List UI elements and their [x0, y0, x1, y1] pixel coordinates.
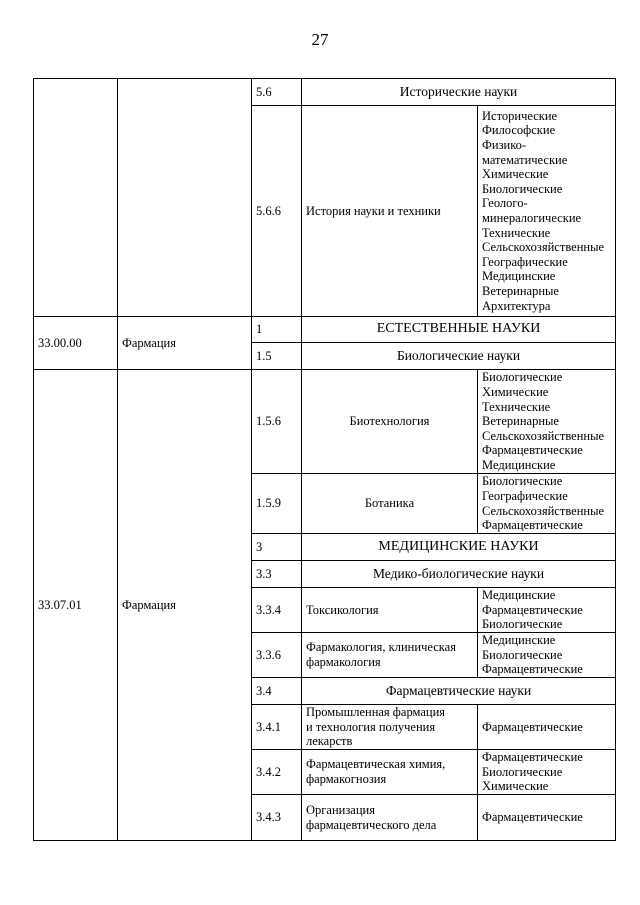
branch-item: Медицинские [482, 269, 556, 284]
branch-item: Ветеринарные [482, 283, 559, 298]
code-cell: 33.00.00 [34, 317, 118, 370]
science-branches-cell [478, 795, 616, 841]
branch-item: Биологические [482, 764, 563, 779]
code-cell [34, 79, 118, 317]
branch-item: Технические [482, 225, 551, 240]
scientific-code-cell: 3.4.3 [252, 795, 302, 841]
branch-item: минералогические [482, 211, 582, 225]
branch-item: Исторические [482, 108, 558, 123]
science-branches-cell [478, 474, 616, 534]
branch-item: Географические [482, 254, 568, 269]
specialty-name-line: фармакология [306, 655, 381, 669]
branch-item: Биологические [482, 370, 563, 385]
science-group-title: Биологические науки [302, 343, 616, 370]
code-cell: 33.07.01 [34, 370, 118, 841]
science-branches-cell [478, 750, 616, 795]
scientific-code-cell: 1 [252, 317, 302, 343]
branch-item: Сельскохозяйственные [482, 503, 605, 518]
specialties-table [33, 78, 616, 841]
scientific-specialty-name [302, 633, 478, 678]
branch-item: Фармацевтические [482, 719, 583, 734]
branch-item: Сельскохозяйственные [482, 240, 605, 255]
branch-item: Медицинские [482, 457, 556, 472]
branch-item: Медицинские [482, 588, 556, 603]
science-group-title: Исторические науки [302, 79, 616, 106]
science-branches-cell [478, 370, 616, 474]
scientific-code-cell: 5.6 [252, 79, 302, 106]
branch-item: Биологические [482, 647, 563, 662]
specialty-name-line: фармацевтического дела [306, 817, 437, 832]
scientific-specialty-name: Токсикология [302, 588, 478, 633]
specialty-name-line: Промышленная фармация [306, 705, 446, 720]
branch-item: Фармацевтические [482, 662, 583, 677]
table-row [34, 317, 616, 343]
scientific-code-cell: 3.4 [252, 678, 302, 705]
branch-item: Геолого- [482, 196, 528, 211]
branch-item: Химические [482, 779, 549, 794]
table-row [34, 79, 616, 106]
scientific-code-cell: 3.3.4 [252, 588, 302, 633]
scientific-code-cell: 1.5.6 [252, 370, 302, 474]
branch-item: Архитектура [482, 298, 551, 313]
science-branches-cell [478, 106, 616, 317]
specialty-name-line: Организация [306, 802, 375, 817]
specialty-name-line: Фармакология, клиническая [306, 640, 456, 655]
branch-item: Фармацевтические [482, 518, 583, 533]
branch-item: Биологические [482, 474, 563, 489]
branch-item: Фармацевтические [482, 602, 583, 617]
science-group-title: Фармацевтические науки [302, 678, 616, 705]
name-cell [118, 79, 252, 317]
branch-item: Технические [482, 399, 551, 414]
scientific-code-cell: 1.5 [252, 343, 302, 370]
table-row [34, 370, 616, 474]
science-branches-cell [478, 705, 616, 750]
branch-item: Биологические [482, 181, 563, 196]
scientific-code-cell: 1.5.9 [252, 474, 302, 534]
branch-item: Биологические [482, 617, 563, 632]
scientific-code-cell: 5.6.6 [252, 106, 302, 317]
specialty-name-line: и технология получения [306, 719, 436, 734]
branch-item: Химические [482, 167, 549, 182]
specialty-name-line: Фармацевтическая химия, [306, 757, 446, 772]
branch-item: Географические [482, 488, 568, 503]
scientific-code-cell: 3.3 [252, 561, 302, 588]
scientific-specialty-name: История науки и техники [302, 106, 478, 317]
name-cell: Фармация [118, 317, 252, 370]
branch-item: Философские [482, 123, 556, 138]
branch-item: Фармацевтические [482, 750, 583, 765]
specialty-name-line: фармакогнозия [306, 772, 387, 786]
scientific-code-cell: 3 [252, 534, 302, 561]
name-cell: Фармация [118, 370, 252, 841]
science-group-title: МЕДИЦИНСКИЕ НАУКИ [302, 534, 616, 561]
branch-item: Фармацевтические [482, 443, 583, 458]
scientific-code-cell: 3.3.6 [252, 633, 302, 678]
branch-item: Физико- [482, 138, 527, 153]
branch-item: Химические [482, 385, 549, 400]
science-branches-cell [478, 588, 616, 633]
scientific-specialty-name: Биотехнология [302, 370, 478, 474]
branch-item: Фармацевтические [482, 810, 583, 825]
scientific-specialty-name: Ботаника [302, 474, 478, 534]
page-number: 27 [311, 30, 329, 49]
scientific-specialty-name [302, 795, 478, 841]
branch-item: Ветеринарные [482, 414, 559, 429]
scientific-specialty-name [302, 705, 478, 750]
science-group-title: ЕСТЕСТВЕННЫЕ НАУКИ [302, 317, 616, 343]
branch-item: Сельскохозяйственные [482, 428, 605, 443]
science-group-title: Медико-биологические науки [302, 561, 616, 588]
branch-item: математические [482, 152, 568, 167]
scientific-code-cell: 3.4.1 [252, 705, 302, 750]
scientific-code-cell: 3.4.2 [252, 750, 302, 795]
specialty-name-line: лекарств [306, 734, 353, 749]
branch-item: Медицинские [482, 633, 556, 648]
scientific-specialty-name [302, 750, 478, 795]
science-branches-cell [478, 633, 616, 678]
